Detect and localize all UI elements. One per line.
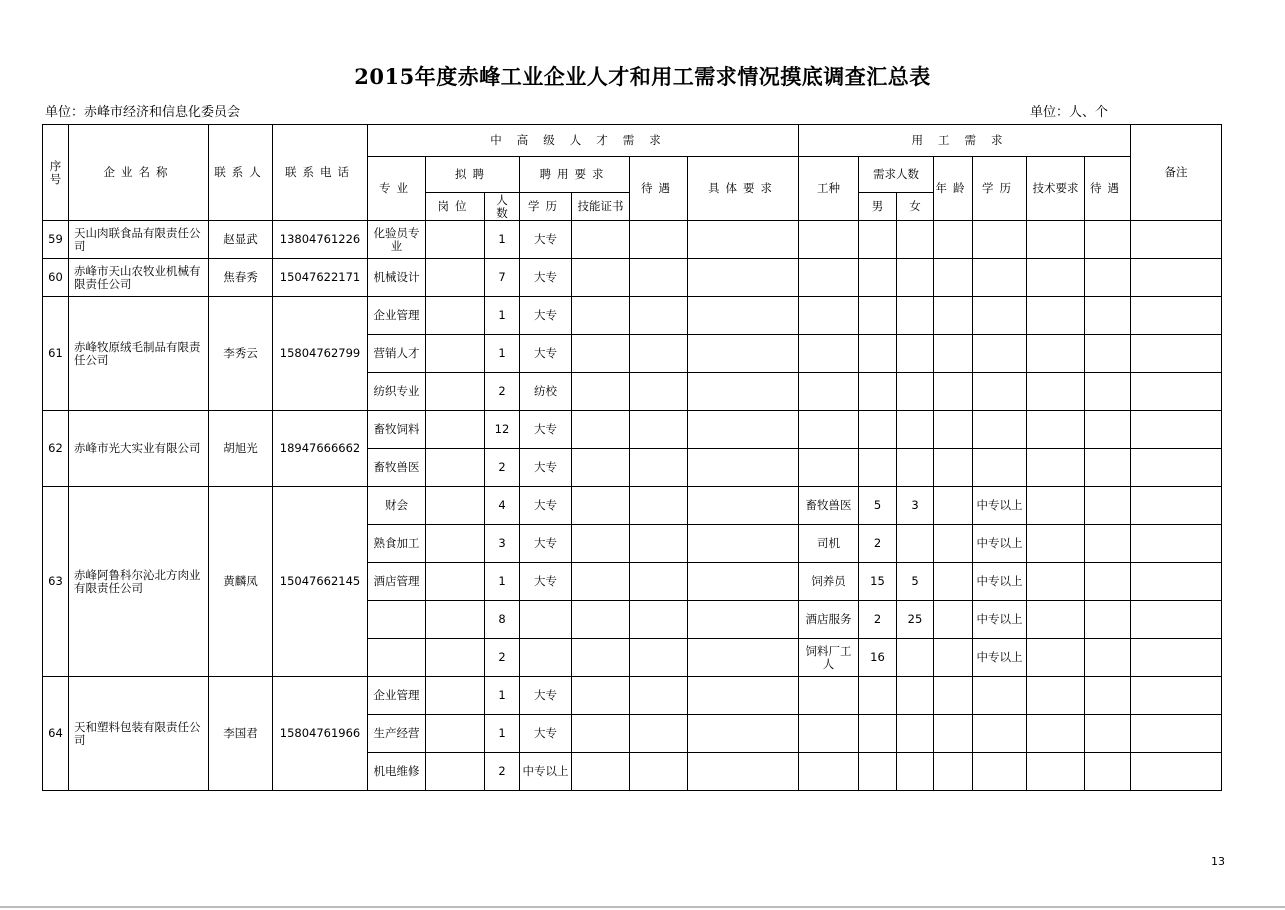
- remark-cell: [1131, 221, 1222, 259]
- certificate-cell: [572, 525, 630, 563]
- header-contact: 联系人: [209, 125, 273, 221]
- age-cell: [934, 715, 973, 753]
- table-row: [43, 221, 1222, 259]
- tech-cell: [1027, 297, 1085, 335]
- labor-treatment-cell: [1085, 449, 1131, 487]
- tech-cell: [1027, 259, 1085, 297]
- female-cell: [897, 411, 934, 449]
- job-type-cell: [799, 297, 859, 335]
- job-type-cell: [799, 411, 859, 449]
- contact-phone: 18947666662: [273, 411, 368, 487]
- certificate-cell: [572, 449, 630, 487]
- specific-cell: [688, 563, 799, 601]
- labor-education-cell: [973, 335, 1027, 373]
- major-cell: 畜牧兽医: [368, 449, 426, 487]
- age-cell: [934, 563, 973, 601]
- count-cell: 8: [485, 601, 520, 639]
- table-row: [43, 677, 1222, 715]
- position-cell: [426, 563, 485, 601]
- treatment-cell: [630, 715, 688, 753]
- header-labor-group: 用工需求: [799, 125, 1131, 157]
- tech-cell: [1027, 677, 1085, 715]
- labor-education-cell: [973, 221, 1027, 259]
- row-seq: 60: [43, 259, 69, 297]
- certificate-cell: [572, 487, 630, 525]
- remark-cell: [1131, 601, 1222, 639]
- female-cell: 25: [897, 601, 934, 639]
- position-cell: [426, 449, 485, 487]
- major-cell: 机电维修: [368, 753, 426, 791]
- labor-treatment-cell: [1085, 601, 1131, 639]
- specific-cell: [688, 259, 799, 297]
- count-cell: 2: [485, 639, 520, 677]
- male-cell: [859, 297, 897, 335]
- header-company: 企业名称: [69, 125, 209, 221]
- labor-treatment-cell: [1085, 753, 1131, 791]
- job-type-cell: [799, 677, 859, 715]
- count-cell: 4: [485, 487, 520, 525]
- job-type-cell: [799, 373, 859, 411]
- treatment-cell: [630, 525, 688, 563]
- job-type-cell: [799, 449, 859, 487]
- labor-education-cell: [973, 753, 1027, 791]
- certificate-cell: [572, 297, 630, 335]
- labor-education-cell: 中专以上: [973, 639, 1027, 677]
- tech-cell: [1027, 373, 1085, 411]
- labor-education-cell: [973, 297, 1027, 335]
- age-cell: [934, 335, 973, 373]
- header-labor-education: 学历: [973, 157, 1027, 221]
- age-cell: [934, 297, 973, 335]
- treatment-cell: [630, 335, 688, 373]
- header-talent-group: 中高级人才需求: [368, 125, 799, 157]
- position-cell: [426, 221, 485, 259]
- specific-cell: [688, 715, 799, 753]
- contact-phone: 15804762799: [273, 297, 368, 411]
- tech-cell: [1027, 411, 1085, 449]
- position-cell: [426, 373, 485, 411]
- count-cell: 1: [485, 563, 520, 601]
- header-certificate: 技能证书: [572, 193, 630, 221]
- age-cell: [934, 259, 973, 297]
- row-seq: 64: [43, 677, 69, 791]
- education-cell: 大专: [520, 221, 572, 259]
- labor-education-cell: 中专以上: [973, 487, 1027, 525]
- labor-treatment-cell: [1085, 715, 1131, 753]
- treatment-cell: [630, 639, 688, 677]
- contact-phone: 15804761966: [273, 677, 368, 791]
- male-cell: [859, 677, 897, 715]
- row-seq: 63: [43, 487, 69, 677]
- header-specific: 具体要求: [688, 157, 799, 221]
- major-cell: 企业管理: [368, 297, 426, 335]
- labor-education-cell: [973, 411, 1027, 449]
- header-remark: 备注: [1131, 125, 1222, 221]
- male-cell: [859, 221, 897, 259]
- labor-treatment-cell: [1085, 259, 1131, 297]
- tech-cell: [1027, 525, 1085, 563]
- female-cell: 5: [897, 563, 934, 601]
- education-cell: 大专: [520, 259, 572, 297]
- treatment-cell: [630, 221, 688, 259]
- labor-treatment-cell: [1085, 297, 1131, 335]
- major-cell: [368, 601, 426, 639]
- certificate-cell: [572, 221, 630, 259]
- certificate-cell: [572, 601, 630, 639]
- female-cell: [897, 335, 934, 373]
- header-female: 女: [897, 193, 934, 221]
- specific-cell: [688, 601, 799, 639]
- labor-treatment-cell: [1085, 411, 1131, 449]
- female-cell: [897, 297, 934, 335]
- female-cell: [897, 373, 934, 411]
- male-cell: 15: [859, 563, 897, 601]
- contact-person: 黄麟凤: [209, 487, 273, 677]
- table-body: [43, 221, 1222, 791]
- specific-cell: [688, 449, 799, 487]
- contact-person: 李秀云: [209, 297, 273, 411]
- header-treatment: 待遇: [630, 157, 688, 221]
- count-cell: 1: [485, 221, 520, 259]
- male-cell: [859, 411, 897, 449]
- education-cell: 纺校: [520, 373, 572, 411]
- certificate-cell: [572, 677, 630, 715]
- position-cell: [426, 601, 485, 639]
- company-name: 赤峰市光大实业有限公司: [69, 411, 209, 487]
- header-major: 专业: [368, 157, 426, 221]
- remark-cell: [1131, 449, 1222, 487]
- table-row: [43, 259, 1222, 297]
- certificate-cell: [572, 411, 630, 449]
- table-row: [43, 297, 1222, 335]
- table-row: [43, 411, 1222, 449]
- contact-person: 焦春秀: [209, 259, 273, 297]
- education-cell: 大专: [520, 449, 572, 487]
- treatment-cell: [630, 753, 688, 791]
- job-type-cell: 饲料厂工人: [799, 639, 859, 677]
- tech-cell: [1027, 753, 1085, 791]
- labor-education-cell: 中专以上: [973, 563, 1027, 601]
- labor-treatment-cell: [1085, 677, 1131, 715]
- position-cell: [426, 639, 485, 677]
- tech-cell: [1027, 715, 1085, 753]
- header-seq: 序号: [43, 125, 69, 221]
- company-name: 赤峰牧原绒毛制品有限责任公司: [69, 297, 209, 411]
- labor-treatment-cell: [1085, 563, 1131, 601]
- tech-cell: [1027, 449, 1085, 487]
- age-cell: [934, 753, 973, 791]
- position-cell: [426, 411, 485, 449]
- certificate-cell: [572, 259, 630, 297]
- age-cell: [934, 639, 973, 677]
- labor-education-cell: [973, 259, 1027, 297]
- row-seq: 62: [43, 411, 69, 487]
- job-type-cell: 饲养员: [799, 563, 859, 601]
- contact-phone: 15047622171: [273, 259, 368, 297]
- position-cell: [426, 677, 485, 715]
- count-cell: 1: [485, 335, 520, 373]
- major-cell: 营销人才: [368, 335, 426, 373]
- header-job-type: 工种: [799, 157, 859, 221]
- position-cell: [426, 753, 485, 791]
- education-cell: [520, 639, 572, 677]
- female-cell: [897, 259, 934, 297]
- education-cell: [520, 601, 572, 639]
- count-cell: 1: [485, 297, 520, 335]
- labor-treatment-cell: [1085, 221, 1131, 259]
- contact-person: 胡旭光: [209, 411, 273, 487]
- remark-cell: [1131, 715, 1222, 753]
- major-cell: 财会: [368, 487, 426, 525]
- specific-cell: [688, 297, 799, 335]
- survey-table: [42, 124, 1222, 791]
- male-cell: 2: [859, 525, 897, 563]
- major-cell: 纺织专业: [368, 373, 426, 411]
- job-type-cell: [799, 335, 859, 373]
- age-cell: [934, 601, 973, 639]
- remark-cell: [1131, 677, 1222, 715]
- header-demand: 需求人数: [859, 157, 934, 193]
- contact-phone: 15047662145: [273, 487, 368, 677]
- specific-cell: [688, 677, 799, 715]
- company-name: 赤峰阿鲁科尔沁北方肉业有限责任公司: [69, 487, 209, 677]
- remark-cell: [1131, 639, 1222, 677]
- age-cell: [934, 411, 973, 449]
- certificate-cell: [572, 715, 630, 753]
- treatment-cell: [630, 563, 688, 601]
- tech-cell: [1027, 487, 1085, 525]
- labor-treatment-cell: [1085, 373, 1131, 411]
- major-cell: 熟食加工: [368, 525, 426, 563]
- job-type-cell: [799, 715, 859, 753]
- male-cell: [859, 753, 897, 791]
- education-cell: 大专: [520, 411, 572, 449]
- education-cell: 大专: [520, 487, 572, 525]
- age-cell: [934, 221, 973, 259]
- major-cell: 企业管理: [368, 677, 426, 715]
- major-cell: 酒店管理: [368, 563, 426, 601]
- page-title: 2015年度赤峰工业企业人才和用工需求情况摸底调查汇总表: [354, 64, 931, 89]
- company-name: 天和塑料包装有限责任公司: [69, 677, 209, 791]
- certificate-cell: [572, 639, 630, 677]
- company-name: 天山肉联食品有限责任公司: [69, 221, 209, 259]
- treatment-cell: [630, 373, 688, 411]
- female-cell: [897, 449, 934, 487]
- contact-person: 赵显武: [209, 221, 273, 259]
- table-header: [43, 125, 1222, 221]
- female-cell: [897, 525, 934, 563]
- female-cell: 3: [897, 487, 934, 525]
- education-cell: 大专: [520, 677, 572, 715]
- male-cell: [859, 259, 897, 297]
- measurement-unit: 单位：人、个: [1030, 105, 1109, 120]
- company-name: 赤峰市天山农牧业机械有限责任公司: [69, 259, 209, 297]
- position-cell: [426, 297, 485, 335]
- specific-cell: [688, 753, 799, 791]
- education-cell: 中专以上: [520, 753, 572, 791]
- header-age: 年龄: [934, 157, 973, 221]
- issuing-unit: 单位：赤峰市经济和信息化委员会: [45, 105, 241, 120]
- major-cell: 生产经营: [368, 715, 426, 753]
- job-type-cell: [799, 753, 859, 791]
- female-cell: [897, 677, 934, 715]
- count-cell: 12: [485, 411, 520, 449]
- specific-cell: [688, 411, 799, 449]
- remark-cell: [1131, 335, 1222, 373]
- education-cell: 大专: [520, 297, 572, 335]
- position-cell: [426, 715, 485, 753]
- education-cell: 大专: [520, 563, 572, 601]
- certificate-cell: [572, 753, 630, 791]
- remark-cell: [1131, 411, 1222, 449]
- remark-cell: [1131, 487, 1222, 525]
- count-cell: 2: [485, 449, 520, 487]
- male-cell: 16: [859, 639, 897, 677]
- labor-treatment-cell: [1085, 487, 1131, 525]
- age-cell: [934, 677, 973, 715]
- count-cell: 1: [485, 677, 520, 715]
- specific-cell: [688, 639, 799, 677]
- specific-cell: [688, 335, 799, 373]
- remark-cell: [1131, 563, 1222, 601]
- labor-education-cell: [973, 373, 1027, 411]
- treatment-cell: [630, 487, 688, 525]
- age-cell: [934, 487, 973, 525]
- remark-cell: [1131, 259, 1222, 297]
- tech-cell: [1027, 221, 1085, 259]
- position-cell: [426, 259, 485, 297]
- male-cell: [859, 449, 897, 487]
- labor-treatment-cell: [1085, 639, 1131, 677]
- labor-education-cell: 中专以上: [973, 601, 1027, 639]
- female-cell: [897, 221, 934, 259]
- header-count: 人数: [485, 193, 520, 221]
- header-plan-hire: 拟聘: [426, 157, 520, 193]
- labor-education-cell: [973, 677, 1027, 715]
- tech-cell: [1027, 563, 1085, 601]
- specific-cell: [688, 373, 799, 411]
- female-cell: [897, 753, 934, 791]
- treatment-cell: [630, 297, 688, 335]
- count-cell: 1: [485, 715, 520, 753]
- treatment-cell: [630, 411, 688, 449]
- age-cell: [934, 373, 973, 411]
- male-cell: [859, 373, 897, 411]
- count-cell: 7: [485, 259, 520, 297]
- treatment-cell: [630, 449, 688, 487]
- age-cell: [934, 525, 973, 563]
- tech-cell: [1027, 601, 1085, 639]
- remark-cell: [1131, 373, 1222, 411]
- contact-phone: 13804761226: [273, 221, 368, 259]
- job-type-cell: 畜牧兽医: [799, 487, 859, 525]
- male-cell: [859, 335, 897, 373]
- major-cell: [368, 639, 426, 677]
- age-cell: [934, 449, 973, 487]
- male-cell: 2: [859, 601, 897, 639]
- position-cell: [426, 525, 485, 563]
- bottom-divider: [0, 906, 1285, 908]
- labor-education-cell: [973, 449, 1027, 487]
- count-cell: 3: [485, 525, 520, 563]
- major-cell: 化验员专业: [368, 221, 426, 259]
- count-cell: 2: [485, 373, 520, 411]
- treatment-cell: [630, 677, 688, 715]
- header-labor-treatment: 待遇: [1085, 157, 1131, 221]
- page-number: 13: [1211, 855, 1225, 868]
- table-row: [43, 487, 1222, 525]
- row-seq: 59: [43, 221, 69, 259]
- certificate-cell: [572, 335, 630, 373]
- position-cell: [426, 487, 485, 525]
- labor-treatment-cell: [1085, 335, 1131, 373]
- labor-treatment-cell: [1085, 525, 1131, 563]
- contact-person: 李国君: [209, 677, 273, 791]
- education-cell: 大专: [520, 335, 572, 373]
- education-cell: 大专: [520, 715, 572, 753]
- major-cell: 机械设计: [368, 259, 426, 297]
- specific-cell: [688, 221, 799, 259]
- certificate-cell: [572, 563, 630, 601]
- job-type-cell: 酒店服务: [799, 601, 859, 639]
- row-seq: 61: [43, 297, 69, 411]
- education-cell: 大专: [520, 525, 572, 563]
- tech-cell: [1027, 335, 1085, 373]
- male-cell: 5: [859, 487, 897, 525]
- certificate-cell: [572, 373, 630, 411]
- labor-education-cell: 中专以上: [973, 525, 1027, 563]
- major-cell: 畜牧饲料: [368, 411, 426, 449]
- female-cell: [897, 715, 934, 753]
- remark-cell: [1131, 753, 1222, 791]
- header-requirement: 聘用要求: [520, 157, 630, 193]
- header-male: 男: [859, 193, 897, 221]
- header-phone: 联系电话: [273, 125, 368, 221]
- count-cell: 2: [485, 753, 520, 791]
- specific-cell: [688, 487, 799, 525]
- header-education: 学历: [520, 193, 572, 221]
- treatment-cell: [630, 601, 688, 639]
- job-type-cell: [799, 259, 859, 297]
- specific-cell: [688, 525, 799, 563]
- labor-education-cell: [973, 715, 1027, 753]
- remark-cell: [1131, 525, 1222, 563]
- position-cell: [426, 335, 485, 373]
- male-cell: [859, 715, 897, 753]
- job-type-cell: 司机: [799, 525, 859, 563]
- tech-cell: [1027, 639, 1085, 677]
- header-position: 岗位: [426, 193, 485, 221]
- header-tech: 技术要求: [1027, 157, 1085, 221]
- remark-cell: [1131, 297, 1222, 335]
- treatment-cell: [630, 259, 688, 297]
- job-type-cell: [799, 221, 859, 259]
- female-cell: [897, 639, 934, 677]
